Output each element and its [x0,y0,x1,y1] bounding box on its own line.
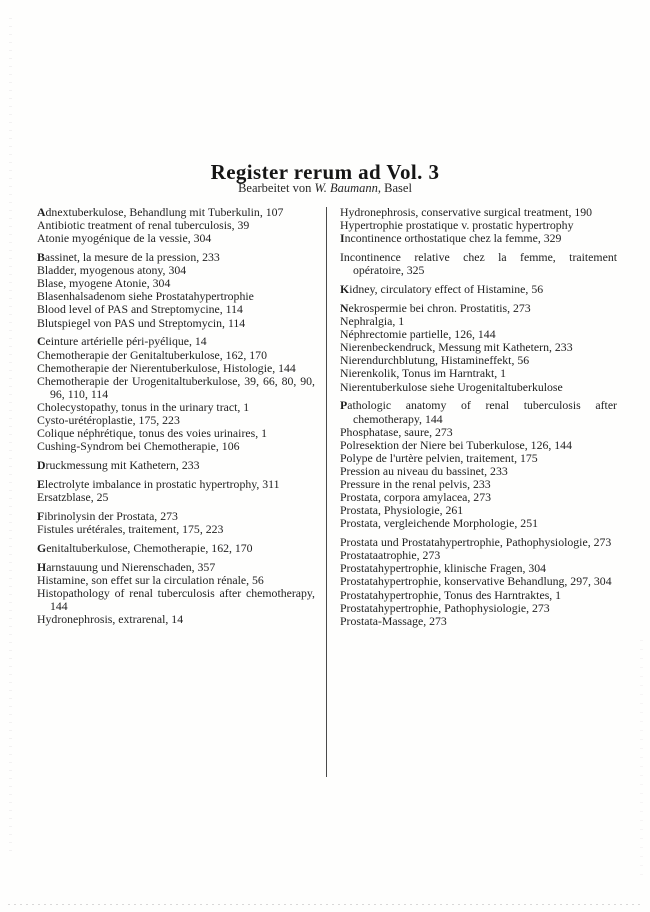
index-entry: Nierenkolik, Tonus im Harntrakt, 1 [340,366,507,381]
entry-lead-letter: B [37,250,45,265]
index-entry: Prostatahypertrophie, Tonus des Harntraktes, 1 [340,587,562,602]
index-group [340,302,617,394]
index-group [37,335,315,453]
index-entry: Druckmessung mit Kathetern, 233 [37,458,200,473]
entry-lead-letter: A [37,205,46,219]
index-group [37,561,315,626]
index-entry: Pression au niveau du bassinet, 233 [340,463,508,478]
index-entry: Nierendurchblutung, Histamineffekt, 56 [340,353,530,368]
index-entry: Ceinture artérielle péri-pyélique, 14 [37,334,207,349]
index-entry: Blase, myogene Atonie, 304 [37,276,171,291]
index-entry: Fistules urétérales, traitement, 175, 223 [37,522,224,537]
entry-lead-letter: C [37,334,46,349]
index-entry: Chemotherapie der Nierentuberkulose, Histologie, 144 [37,360,296,375]
index-entry: Hydronephrosis, extrarenal, 14 [37,612,184,627]
index-entry: Nephralgia, 1 [340,314,405,329]
entry-lead-letter: F [37,508,45,523]
index-entry: Blutspiegel von PAS und Streptomycin, 114 [37,315,246,330]
index-entry: Phosphatase, saure, 273 [340,424,453,439]
index-entry: Chemotherapie der Genitaltuberkulose, 162, 170 [37,347,267,362]
index-entry: Blood level of PAS and Streptomycine, 114 [37,302,243,317]
index-group [37,478,315,504]
index-entry: Colique néphrétique, tonus des voies urinaires, 1 [37,426,267,441]
entry-lead-letter: H [37,559,47,574]
index-group [37,251,315,330]
index-entry: Pressure in the renal pelvis, 233 [340,476,491,491]
index-entry: Prostata und Prostatahypertrophie, Pathophysiologie, 273 [340,535,612,550]
index-group [340,206,617,245]
index-entry: Genitaltuberkulose, Chemotherapie, 162, 170 [37,540,253,555]
index-entry: Prostata, vergleichende Morphologie, 251 [340,516,538,531]
index-entry: Blasenhalsadenom siehe Prostatahypertrophie [37,289,254,304]
scan-noise-left [9,18,12,852]
index-group [37,542,315,555]
index-entry: Prostata, Physiologie, 261 [340,503,464,518]
index-entry: Polresektion der Niere bei Tuberkulose, 126, 144 [340,437,572,452]
index-entry: Incontinence orthostatique chez la femme, 329 [340,231,562,246]
entry-lead-letter: P [340,398,348,413]
index-entry: Nierenbeckendruck, Messung mit Kathetern, 233 [340,340,573,355]
index-columns [37,206,617,634]
index-group [340,536,617,628]
index-entry: Prostata, corpora amylacea, 273 [340,490,492,505]
index-column-right [340,206,617,634]
index-entry: Bladder, myogenous atony, 304 [37,263,187,278]
entry-lead-letter: E [37,476,45,491]
entry-lead-letter: G [37,540,47,555]
subtitle [0,181,650,196]
subtitle-suffix: , Basel [377,181,412,195]
index-entry: Incontinence relative chez la femme, traitement opératoire, 325 [340,250,617,278]
index-entry: Kidney, circulatory effect of Histamine, 56 [340,282,544,297]
index-entry: Prostatahypertrophie, Pathophysiologie, 273 [340,600,550,615]
index-entry: Prostatahypertrophie, konservative Behandlung, 297, 304 [340,574,612,589]
subtitle-author: W. Baumann [314,181,378,195]
index-entry: Cushing-Syndrom bei Chemotherapie, 106 [37,439,240,454]
scan-noise-right [640,640,643,882]
index-entry: Néphrectomie partielle, 126, 144 [340,327,496,342]
index-entry: Bassinet, la mesure de la pression, 233 [37,250,220,265]
entry-lead-letter: I [340,231,345,246]
index-group [340,399,617,530]
index-entry: Chemotherapie der Urogenitaltuberkulose, 39, 66, 80, 90, 96, 110, 114 [37,373,315,401]
entry-lead-letter: N [340,300,349,315]
index-entry: Polype de l'urtère pelvien, traitement, 175 [340,450,538,465]
index-group [37,510,315,536]
index-group [37,459,315,472]
scan-edge-line [8,904,642,905]
page-title: Register rerum ad Vol. 3 [210,160,440,185]
subtitle-prefix: Bearbeitet von [238,181,315,195]
index-entry: Hydronephrosis, conservative surgical treatment, 190 [340,205,593,219]
index-column-left [37,206,315,634]
index-entry: Adnextuberkulose, Behandlung mit Tuberkulin, 107 [37,205,284,219]
index-entry: Prostataatrophie, 273 [340,548,441,563]
index-entry: Nekrospermie bei chron. Prostatitis, 273 [340,300,531,315]
index-entry: Ersatzblase, 25 [37,490,109,505]
index-entry: Fibrinolysin der Prostata, 273 [37,508,178,523]
index-group [340,251,617,277]
index-entry: Antibiotic treatment of renal tuberculosis, 39 [37,218,250,233]
index-entry: Atonie myogénique de la vessie, 304 [37,231,212,246]
index-entry: Pathologic anatomy of renal tuberculosis after chemotherapy, 144 [340,398,617,426]
index-entry: Prostata-Massage, 273 [340,613,447,628]
index-entry: Nierentuberkulose siehe Urogenitaltuberkulose [340,379,563,394]
index-entry: Harnstauung und Nierenschaden, 357 [37,559,216,574]
index-entry: Hypertrophie prostatique v. prostatic hypertrophy [340,218,574,233]
index-entry: Electrolyte imbalance in prostatic hypertrophy, 311 [37,476,280,491]
index-entry: Histopathology of renal tuberculosis after chemotherapy, 144 [37,586,315,614]
index-group [37,206,315,245]
index-entry: Cysto-urétéroplastie, 175, 223 [37,413,180,427]
index-entry: Histamine, son effet sur la circulation rénale, 56 [37,572,264,587]
index-group [340,283,617,296]
index-entry: Cholecystopathy, tonus in the urinary tract, 1 [37,399,250,414]
entry-lead-letter: D [37,458,46,473]
index-entry: Prostatahypertrophie, klinische Fragen, 304 [340,561,547,576]
entry-lead-letter: K [340,282,350,297]
